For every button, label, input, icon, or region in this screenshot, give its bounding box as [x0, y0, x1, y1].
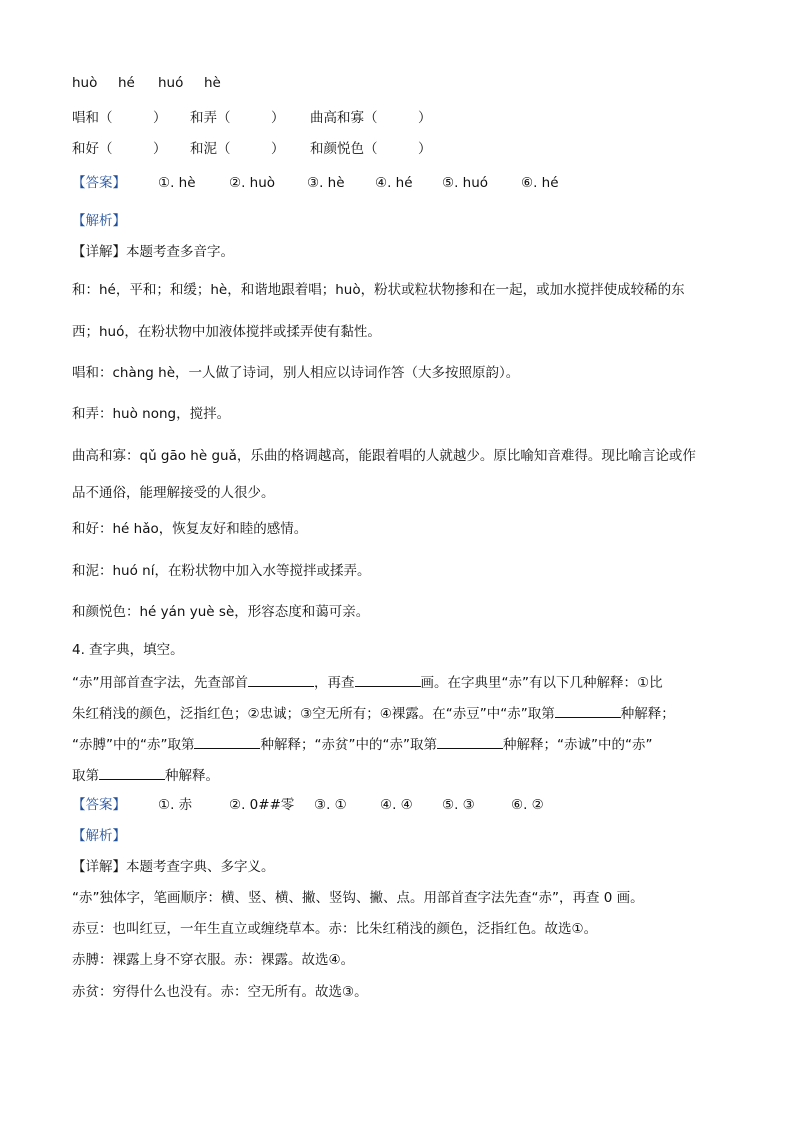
answer-item: ②. huò: [229, 175, 276, 191]
analysis-label: 【解析】: [72, 828, 126, 844]
answer-item: ④. hé: [375, 175, 413, 191]
word-item: 唱和（ ）: [72, 110, 167, 126]
analysis-text: 西；huó，在粉状物中加液体搅拌或揉弄使有黏性。: [72, 324, 381, 340]
pinyin-3: huó: [158, 75, 184, 91]
question-line: [72, 672, 663, 692]
question-text: 画。在字典里“赤”有以下几种解释：①比: [420, 675, 663, 691]
analysis-text: 赤豆：也叫红豆，一年生直立或缠绕草本。赤：比朱红稍浅的颜色，泛指红色。故选①。: [72, 921, 598, 937]
fill-blank[interactable]: [437, 734, 503, 749]
analysis-text: 赤膊：裸露上身不穿衣服。赤：裸露。故选④。: [72, 952, 355, 968]
analysis-text: 和颜悦色：hé yán yuè sè，形容态度和蔼可亲。: [72, 604, 370, 620]
question-title: 4. 查字典，填空。: [72, 642, 184, 658]
fill-blank[interactable]: [99, 765, 165, 780]
analysis-text: “赤”独体字，笔画顺序：横、竖、横、撇、竖钩、撇、点。用部首查字法先查“赤”，再查 0 画。: [72, 890, 644, 906]
question-text: “赤”用部首查字法，先查部首: [72, 675, 248, 691]
answer-item: ⑥. hé: [521, 175, 559, 191]
detail-heading: 【详解】本题考查多音字。: [72, 244, 234, 260]
answer-item: ①. hè: [158, 175, 196, 191]
answer-label: 【答案】: [72, 175, 126, 191]
answer-item: ⑥. ②: [511, 797, 544, 813]
fill-blank[interactable]: [555, 703, 621, 718]
answer-item: ②. 0##零: [229, 797, 295, 813]
analysis-text: 赤贫：穷得什么也没有。赤：空无所有。故选③。: [72, 984, 368, 1000]
question-line: [72, 703, 675, 723]
analysis-text: 和泥：huó ní，在粉状物中加入水等搅拌或揉弄。: [72, 563, 371, 579]
analysis-text: 曲高和寡：qǔ gāo hè guǎ，乐曲的格调越高，能跟着唱的人就越少。原比喻知音难得。现比喻言论或作: [72, 448, 696, 464]
word-item: 和好（ ）: [72, 141, 167, 157]
question-line: [72, 765, 219, 785]
answer-item: ⑤. huó: [442, 175, 489, 191]
detail-heading: 【详解】本题考查字典、多字义。: [72, 859, 275, 875]
pinyin-1: huò: [72, 75, 98, 91]
analysis-text: 和好：hé hǎo，恢复友好和睦的感情。: [72, 521, 308, 537]
answer-item: ①. 赤: [158, 797, 193, 813]
fill-blank[interactable]: [248, 672, 314, 687]
analysis-text: 和弄：huò nong，搅拌。: [72, 406, 231, 422]
question-text: ，再查: [314, 675, 355, 691]
word-item: 和泥（ ）: [190, 141, 285, 157]
answer-label: 【答案】: [72, 797, 126, 813]
question-text: 朱红稍浅的颜色，泛指红色；②忠诚；③空无所有；④裸露。在“赤豆”中“赤”取第: [72, 706, 555, 722]
question-line: [72, 734, 652, 754]
answer-item: ④. ④: [380, 797, 413, 813]
question-text: 种解释；“赤贫”中的“赤”取第: [260, 737, 437, 753]
analysis-text: 和：hé，平和；和缓；hè，和谐地跟着唱；huò，粉状或粒状物掺和在一起，或加水搅拌使成较稀的东: [72, 282, 685, 298]
question-text: 种解释。: [165, 768, 219, 784]
pinyin-4: hè: [204, 75, 221, 91]
fill-blank[interactable]: [194, 734, 260, 749]
answer-item: ③. hè: [307, 175, 345, 191]
word-item: 和颜悦色（ ）: [310, 141, 432, 157]
question-text: “赤膊”中的“赤”取第: [72, 737, 195, 753]
answer-item: ⑤. ③: [442, 797, 475, 813]
analysis-text: 唱和：chàng hè，一人做了诗词，别人相应以诗词作答（大多按照原韵）。: [72, 365, 520, 381]
answer-item: ③. ①: [314, 797, 347, 813]
question-text: 种解释；“赤诚”中的“赤”: [502, 737, 653, 753]
analysis-label: 【解析】: [72, 213, 126, 229]
word-item: 和弄（ ）: [190, 110, 285, 126]
pinyin-2: hé: [118, 75, 135, 91]
question-text: 取第: [72, 768, 99, 784]
question-text: 种解释；: [620, 706, 675, 722]
analysis-text: 品不通俗，能理解接受的人很少。: [72, 485, 275, 501]
word-item: 曲高和寡（ ）: [310, 110, 432, 126]
fill-blank[interactable]: [355, 672, 421, 687]
